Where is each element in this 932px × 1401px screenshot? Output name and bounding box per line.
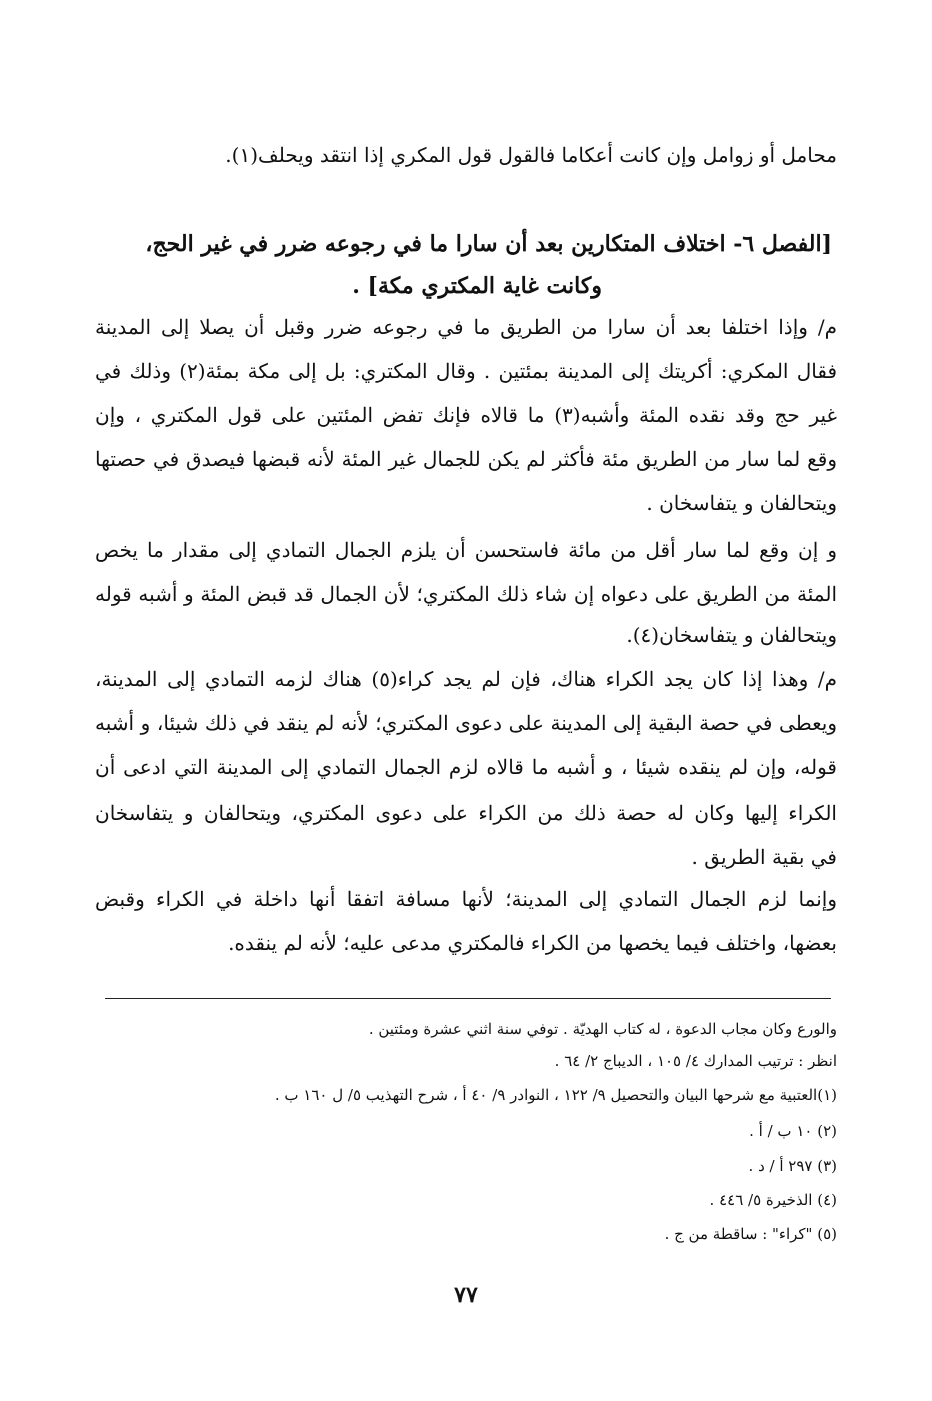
paragraph-1-line: ويتحالفان و يتفاسخان . — [646, 491, 837, 515]
paragraph-3-line: م/ وهذا إذا كان يجد الكراء هناك، فإن لم يجد كراء(٥) هناك لزمه التمادي إلى المدينة، — [95, 667, 837, 691]
paragraph-3-line: ويعطى في حصة البقية إلى المدينة على دعوى المكتري؛ لأنه لم ينقد في ذلك شيئا، و أشبه — [95, 711, 837, 735]
footnote-line: انظر : ترتيب المدارك ٤/ ١٠٥ ، الديباج ٢/ ٦٤ . — [554, 1052, 837, 1070]
paragraph-2-line: و إن وقع لما سار أقل من مائة فاستحسن أن يلزم الجمال التمادي إلى مقدار ما يخص — [95, 538, 837, 562]
paragraph-3-line: قوله، وإن لم ينقده شيئا ، و أشبه ما قالاه لزم الجمال التمادي إلى المدينة التي ادعى أن — [95, 755, 837, 779]
paragraph-2-line: المئة من الطريق على دعواه إن شاء ذلك المكتري؛ لأن الجمال قد قبض المئة و أشبه قوله — [95, 582, 837, 606]
page-number: ٧٧ — [454, 1282, 478, 1308]
footnote-line: والورع وكان مجاب الدعوة ، له كتاب الهديّة . توفي سنة اثني عشرة ومئتين . — [368, 1020, 837, 1038]
footnote-line: (٤) الذخيرة ٥/ ٤٤٦ . — [709, 1191, 837, 1209]
paragraph-1-line: وقع لما سار من الطريق مئة فأكثر لم يكن للجمال غير المئة لأنه قبضها فيصدق في حصتها — [95, 447, 837, 471]
paragraph-4-line: وإنما لزم الجمال التمادي إلى المدينة؛ لأنها مسافة اتفقا أنها داخلة في الكراء وقبض — [95, 887, 837, 911]
paragraph-2-line: ويتحالفان و يتفاسخان(٤). — [626, 623, 837, 647]
footnote-line: (٣) ٢٩٧ أ / د . — [748, 1157, 837, 1175]
section-heading-line-2: وكانت غاية المكتري مكة] . — [352, 273, 602, 299]
text-line-top: محامل أو زوامل وإن كانت أعكاما فالقول قول المكري إذا انتقد ويحلف(١). — [225, 143, 837, 167]
paragraph-1-line: غير حج وقد نقده المئة وأشبه(٣) ما قالاه فإنك تفض المئتين على قول المكتري ، وإن — [95, 403, 837, 427]
paragraph-3-line: في بقية الطريق . — [691, 845, 837, 869]
paragraph-3-line: الكراء إليها وكان له حصة ذلك من الكراء على دعوى المكتري، ويتحالفان و يتفاسخان — [95, 801, 837, 825]
footnote-line: (٢) ١٠ ب / أ . — [749, 1122, 837, 1140]
footnote-line: (٥) "كراء" : ساقطة من ج . — [664, 1225, 837, 1243]
paragraph-1-line: م/ وإذا اختلفا بعد أن سارا من الطريق ما في رجوعه ضرر وقبل أن يصلا إلى المدينة — [95, 315, 837, 339]
footnote-separator — [105, 998, 831, 999]
paragraph-1-line: فقال المكري: أكريتك إلى المدينة بمئتين . وقال المكتري: بل إلى مكة بمئة(٢) وذلك في — [95, 359, 837, 383]
section-heading-line-1: [الفصل ٦- اختلاف المتكارين بعد أن سارا ما في رجوعه ضرر في غير الحج، — [145, 231, 832, 257]
paragraph-4-line: بعضها، واختلف فيما يخصها من الكراء فالمكتري مدعى عليه؛ لأنه لم ينقده. — [228, 931, 837, 955]
footnote-line: (١)العتبية مع شرحها البيان والتحصيل ٩/ ١٢٢ ، النوادر ٩/ ٤٠ أ ، شرح التهذيب ٥/ ل ١٦٠ ب . — [274, 1086, 837, 1104]
